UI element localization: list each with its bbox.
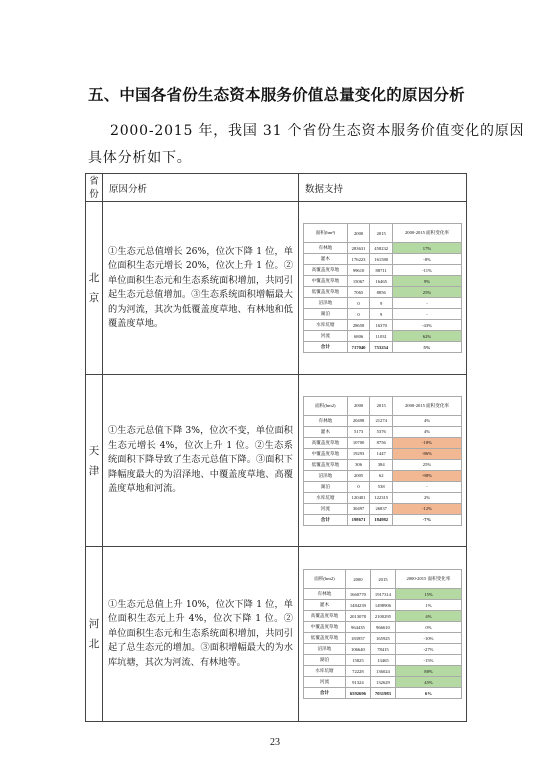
area-table-row: [304, 459, 462, 470]
area-table-cell: 河流: [304, 331, 348, 342]
area-table-cell: 2015: [370, 570, 395, 589]
area-table-row: [304, 254, 462, 265]
area-table-cell: 7065: [347, 287, 370, 298]
area-table-cell: -43%: [393, 320, 462, 331]
area-table-row: [304, 570, 462, 589]
area-table-cell: 11031: [370, 331, 393, 342]
area-table-cell: 灌木: [304, 600, 346, 611]
area-table-row: [304, 492, 462, 503]
area-table-cell: 19293: [347, 448, 370, 459]
area-table-row: [304, 331, 462, 342]
header-province-char1: 省: [89, 175, 99, 187]
area-table-cell: -15%: [395, 655, 461, 666]
area-table-cell: 15%: [395, 589, 461, 600]
area-table-cell: -: [393, 481, 462, 492]
area-table-cell: 湖泊: [304, 309, 348, 320]
area-table-row: [304, 224, 462, 243]
area-table-cell: 中覆盖度草地: [304, 448, 348, 459]
area-data-table: [303, 223, 462, 353]
area-table-cell: 灌木: [304, 426, 348, 437]
area-table-cell: 合计: [304, 342, 348, 353]
area-table-cell: -: [393, 298, 462, 309]
area-table-cell: 21274: [370, 415, 393, 426]
area-table-cell: 4%: [395, 611, 461, 622]
province-char: 京: [88, 292, 100, 304]
area-table-cell: 2000-2015 面积变化率: [393, 224, 462, 243]
area-table-cell: 25%: [393, 459, 462, 470]
header-province-char2: 份: [89, 188, 99, 200]
area-table-cell: 有林地: [304, 415, 348, 426]
data-support-cell: [299, 547, 467, 722]
area-table-row: [304, 611, 462, 622]
area-table-row: [304, 396, 462, 415]
area-table-cell: 15825: [345, 655, 370, 666]
header-province: [86, 174, 103, 202]
area-table-row: [304, 655, 462, 666]
area-table-cell: 0%: [395, 622, 461, 633]
area-table-cell: 低覆盖度草地: [304, 459, 348, 470]
area-table-cell: 0: [347, 481, 370, 492]
area-table-cell: 2015: [370, 396, 393, 415]
area-table-cell: 4%: [393, 426, 462, 437]
area-table-cell: 122315: [370, 492, 393, 503]
area-table-row: [304, 448, 462, 459]
province-name: [86, 547, 103, 722]
area-table-cell: 964435: [345, 622, 370, 633]
area-table-cell: 45%: [395, 677, 461, 688]
area-table-cell: 176223: [347, 254, 370, 265]
province-char: 北: [88, 272, 100, 284]
area-table-cell: 2015: [370, 224, 393, 243]
header-data: 数据支持: [299, 174, 467, 202]
area-table-row: [304, 287, 462, 298]
area-table-row: [304, 666, 462, 677]
area-table-cell: 136024: [370, 666, 395, 677]
area-table-cell: 2000: [347, 396, 370, 415]
area-table-cell: -: [393, 309, 462, 320]
area-table-cell: 1%: [395, 600, 461, 611]
intro-paragraph: [88, 120, 525, 169]
area-table-cell: 6%: [395, 688, 461, 699]
table-header-row: [86, 174, 467, 202]
area-table-cell: 水库坑塘: [304, 492, 348, 503]
area-table-cell: 沼泽地: [304, 298, 348, 309]
province-name: [86, 202, 103, 375]
area-table-cell: 161580: [370, 254, 393, 265]
area-table-cell: -11%: [393, 265, 462, 276]
area-table-cell: -8%: [393, 254, 462, 265]
area-table-cell: 低覆盖度草地: [304, 633, 346, 644]
area-table-cell: 306: [347, 459, 370, 470]
area-table-cell: 6592696: [345, 688, 370, 699]
area-table-cell: 78415: [370, 644, 395, 655]
area-data-table: [303, 396, 462, 526]
area-table-row: [304, 677, 462, 688]
area-table-cell: 16370: [370, 320, 393, 331]
area-table-cell: 2100295: [370, 611, 395, 622]
area-table-cell: 水库坑塘: [304, 666, 346, 677]
area-table-row: [304, 320, 462, 331]
area-table-cell: 283631: [347, 243, 370, 254]
area-table-row: [304, 309, 462, 320]
area-table-cell: 中覆盖度草地: [304, 622, 346, 633]
analysis-text: ①生态元总值下降 3%，位次不变，单位面积生态元增长 4%，位次上升 1 位。②生态系统面积下降导致了生态元总值下降。③面积下降幅度最大的为沼泽地、中覆盖度草地、高覆盖度草地和河流。: [103, 375, 299, 547]
area-table-row: [304, 298, 462, 309]
area-table-cell: 753254: [370, 342, 393, 353]
area-table-cell: 458232: [370, 243, 393, 254]
area-table-cell: 高覆盖度草地: [304, 265, 348, 276]
area-table-cell: 8756: [370, 437, 393, 448]
area-table-cell: 2%: [393, 492, 462, 503]
area-table-cell: 5173: [347, 426, 370, 437]
area-table-cell: -7%: [393, 514, 462, 525]
area-table-cell: 低覆盖度草地: [304, 287, 348, 298]
area-table-cell: 5%: [393, 342, 462, 353]
area-table-cell: 水库坑塘: [304, 320, 348, 331]
analysis-table: [85, 173, 467, 722]
area-table-row: [304, 589, 462, 600]
province-char: 津: [88, 464, 100, 477]
area-table-cell: 198671: [347, 514, 370, 525]
area-table-cell: 合计: [304, 688, 346, 699]
area-table-cell: 1660770: [345, 589, 370, 600]
area-table-cell: 0: [347, 298, 370, 309]
area-table-cell: 合计: [304, 514, 348, 525]
analysis-text: ①生态元总值上升 10%，位次下降 1 位，单位面积生态元上升 4%，位次下降 1 位。②单位面积生态元和生态系统面积增加，共同引起了总生态元的增加。③面积增幅最大的为水库坑塘，其次为河流、有林地等。: [103, 547, 299, 722]
area-table-cell: 10700: [347, 437, 370, 448]
area-table-row: [304, 437, 462, 448]
area-table-row: [304, 622, 462, 633]
area-table-cell: 7031983: [370, 688, 395, 699]
area-table-cell: 湖泊: [304, 655, 346, 666]
area-table-cell: 384: [370, 459, 393, 470]
area-table-cell: 91324: [345, 677, 370, 688]
area-table-cell: 中覆盖度草地: [304, 276, 348, 287]
area-table-cell: 湖泊: [304, 481, 348, 492]
intro-line-1: 2000-2015 年，我国 31 个省份生态资本服务价值变化的原因: [110, 123, 525, 139]
area-table-cell: 183957: [345, 633, 370, 644]
area-table-cell: 184982: [370, 514, 393, 525]
area-table-cell: 99610: [347, 265, 370, 276]
data-support-cell: [299, 375, 467, 547]
area-table-cell: 2000-2015 面积变化率: [393, 396, 462, 415]
area-table-row: [304, 481, 462, 492]
area-table-row: [304, 688, 462, 699]
analysis-text: ①生态元总值增长 26%，位次下降 1 位，单位面积生态元增长 20%，位次上升 1 位。②单位面积生态元和生态系统面积增加，共同引起生态元总值增加。③生态系统面积增幅最大的为河流，其次为低覆盖度草地、有林地和低覆盖度草地。: [103, 202, 299, 375]
header-analysis: 原因分析: [103, 174, 299, 202]
province-char: 北: [88, 638, 100, 650]
area-table-cell: 面积(hm2): [304, 396, 348, 415]
area-table-cell: 15067: [347, 276, 370, 287]
area-table-row: [304, 470, 462, 481]
area-table-row: [304, 276, 462, 287]
area-table-row: [304, 600, 462, 611]
area-table-cell: 6806: [347, 331, 370, 342]
area-table-cell: 88711: [370, 265, 393, 276]
area-table-cell: 9: [370, 298, 393, 309]
section-heading: 五、中国各省份生态资本服务价值总量变化的原因分析: [88, 86, 465, 104]
area-table-cell: 高覆盖度草地: [304, 437, 348, 448]
area-table-cell: 62: [370, 470, 393, 481]
area-table-cell: 2000-2015 面积变化率: [395, 570, 461, 589]
area-table-row: [304, 342, 462, 353]
area-table-cell: 面积(hm2): [304, 570, 346, 589]
area-table-cell: 1484239: [345, 600, 370, 611]
area-table-cell: -18%: [393, 437, 462, 448]
area-table-cell: 0: [347, 309, 370, 320]
table-row: [86, 547, 467, 722]
area-table-cell: 2005: [347, 470, 370, 481]
area-table-cell: 717040: [347, 342, 370, 353]
area-table-cell: 16465: [370, 276, 393, 287]
area-table-cell: 沼泽地: [304, 470, 348, 481]
table-row: [86, 202, 467, 375]
area-table-cell: 165925: [370, 633, 395, 644]
province-name: [86, 375, 103, 547]
table-row: [86, 375, 467, 547]
area-table-cell: 966610: [370, 622, 395, 633]
area-table-cell: 20498: [347, 415, 370, 426]
area-table-cell: 8856: [370, 287, 393, 298]
area-table-cell: 高覆盖度草地: [304, 611, 346, 622]
area-table-cell: 1447: [370, 448, 393, 459]
area-table-cell: 有林地: [304, 589, 346, 600]
area-table-row: [304, 633, 462, 644]
area-table-cell: -10%: [395, 633, 461, 644]
area-table-cell: 120401: [347, 492, 370, 503]
area-table-cell: -27%: [395, 644, 461, 655]
area-table-cell: 9%: [393, 276, 462, 287]
intro-line-2: 具体分析如下。: [88, 150, 192, 166]
area-table-cell: 河流: [304, 503, 348, 514]
area-table-cell: 2000: [347, 224, 370, 243]
area-data-table: [303, 569, 462, 699]
area-table-cell: 106640: [345, 644, 370, 655]
area-table-cell: 28658: [347, 320, 370, 331]
page-number: 23: [270, 737, 280, 748]
area-table-cell: 538: [370, 481, 393, 492]
area-table-cell: 9: [370, 309, 393, 320]
area-table-cell: 1498906: [370, 600, 395, 611]
area-table-cell: 88%: [395, 666, 461, 677]
province-char: 天: [88, 444, 100, 457]
area-table-row: [304, 644, 462, 655]
area-table-cell: 灌木: [304, 254, 348, 265]
area-table-cell: 17%: [393, 243, 462, 254]
area-table-cell: 132629: [370, 677, 395, 688]
area-table-cell: 2013078: [345, 611, 370, 622]
area-table-cell: 5376: [370, 426, 393, 437]
area-table-cell: 13465: [370, 655, 395, 666]
area-table-row: [304, 415, 462, 426]
area-table-cell: 有林地: [304, 243, 348, 254]
area-table-row: [304, 265, 462, 276]
area-table-cell: 沼泽地: [304, 644, 346, 655]
area-table-cell: 72228: [345, 666, 370, 677]
area-table-row: [304, 243, 462, 254]
area-table-cell: -98%: [393, 470, 462, 481]
area-table-cell: 25%: [393, 287, 462, 298]
area-table-cell: 河流: [304, 677, 346, 688]
area-table-cell: -86%: [393, 448, 462, 459]
area-table-cell: 1917314: [370, 589, 395, 600]
province-char: 河: [88, 618, 100, 630]
area-table-cell: 62%: [393, 331, 462, 342]
area-table-cell: -12%: [393, 503, 462, 514]
area-table-cell: 30497: [347, 503, 370, 514]
area-table-cell: 4%: [393, 415, 462, 426]
area-table-row: [304, 514, 462, 525]
area-table-cell: 2000: [345, 570, 370, 589]
area-table-row: [304, 503, 462, 514]
data-support-cell: [299, 202, 467, 375]
area-table-cell: 26837: [370, 503, 393, 514]
area-table-cell: 面积(hm²): [304, 224, 348, 243]
area-table-row: [304, 426, 462, 437]
